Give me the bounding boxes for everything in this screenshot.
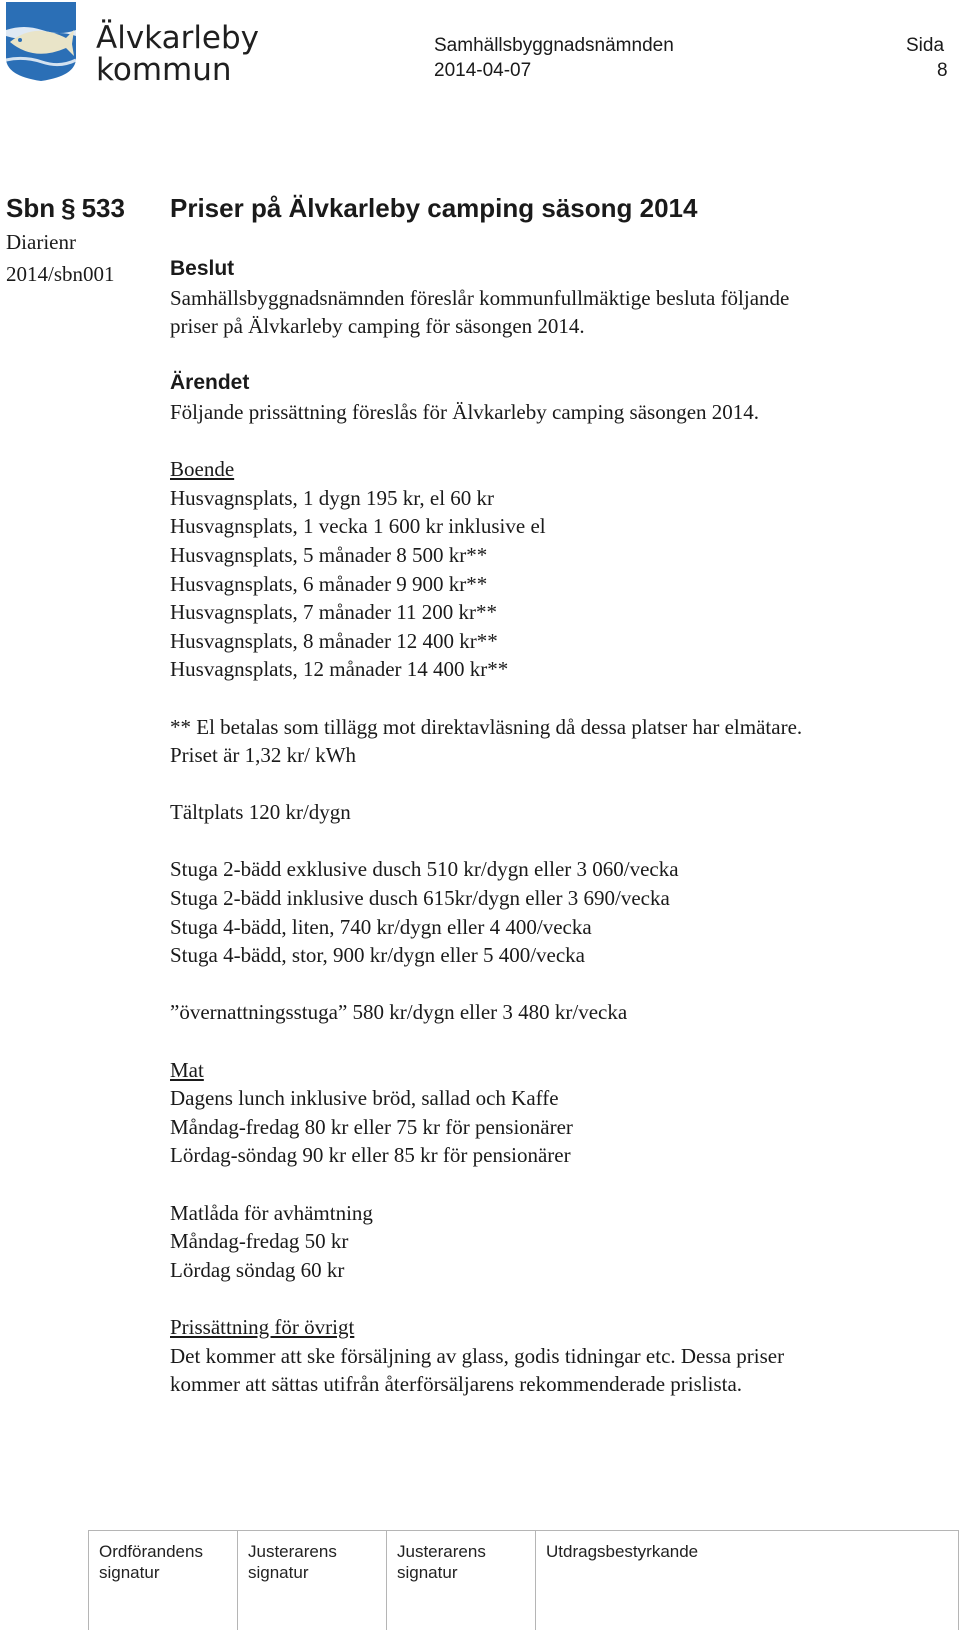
- paragraph-number: 533: [81, 193, 125, 223]
- municipality-logo: [4, 0, 78, 82]
- ovrigt-heading: Prissättning för övrigt: [170, 1314, 355, 1339]
- boende-line: Husvagnsplats, 1 vecka 1 600 kr inklusive el: [170, 514, 546, 539]
- overnight-cabin-price: ”övernattningsstuga” 580 kr/dygn eller 3 480 kr/vecka: [170, 1000, 628, 1025]
- ovrigt-line: kommer att sättas utifrån återförsäljarens rekommenderade prislista.: [170, 1372, 743, 1397]
- ovrigt-line: Det kommer att ske försäljning av glass, godis tidningar etc. Dessa priser: [170, 1343, 785, 1368]
- signature-table: [88, 1530, 959, 1630]
- signature-cell-adjuster-2: [387, 1531, 536, 1630]
- signature-cell-chair: [89, 1531, 238, 1630]
- header-date: 2014-04-07: [434, 60, 532, 81]
- paragraph-id: [6, 193, 125, 224]
- boende-line: Husvagnsplats, 7 månader 11 200 kr**: [170, 600, 497, 625]
- logo-wordmark-line2: kommun: [96, 52, 232, 88]
- header-department: Samhällsbyggnadsnämnden: [434, 35, 674, 56]
- takeaway-line: Måndag-fredag 50 kr: [170, 1229, 349, 1254]
- signature-label: Justerarens: [397, 1542, 486, 1561]
- electricity-note: ** El betalas som tillägg mot direktavläsning då dessa platser har elmätare.: [170, 714, 803, 739]
- takeaway-line: Matlåda för avhämtning: [170, 1200, 373, 1225]
- boende-line: Husvagnsplats, 8 månader 12 400 kr**: [170, 628, 498, 653]
- signature-cell-certification: [536, 1531, 959, 1630]
- takeaway-line: Lördag söndag 60 kr: [170, 1257, 345, 1282]
- diarie-label: Diarienr: [6, 230, 76, 254]
- arendet-heading: Ärendet: [170, 371, 250, 395]
- signature-label: Justerarens: [248, 1542, 337, 1561]
- beslut-line: priser på Älvkarleby camping för säsongen 2014.: [170, 314, 585, 339]
- cabin-price: Stuga 2-bädd inklusive dusch 615kr/dygn eller 3 690/vecka: [170, 886, 670, 911]
- cabin-price: Stuga 4-bädd, liten, 740 kr/dygn eller 4 400/vecka: [170, 914, 592, 939]
- logo-wordmark-line1: Älvkarleby: [96, 20, 260, 56]
- header-page-number: 8: [937, 60, 948, 81]
- paragraph-sign: §: [61, 193, 76, 223]
- cabin-price: Stuga 2-bädd exklusive dusch 510 kr/dygn eller 3 060/vecka: [170, 857, 679, 882]
- boende-line: Husvagnsplats, 12 månader 14 400 kr**: [170, 657, 509, 682]
- boende-line: Husvagnsplats, 5 månader 8 500 kr**: [170, 542, 488, 567]
- signature-label: Ordförandens: [99, 1542, 203, 1561]
- boende-line: Husvagnsplats, 6 månader 9 900 kr**: [170, 571, 488, 596]
- diarie-number: 2014/sbn001: [6, 262, 115, 286]
- cabin-price: Stuga 4-bädd, stor, 900 kr/dygn eller 5 400/vecka: [170, 943, 585, 968]
- logo-wordmark: [96, 22, 259, 86]
- mat-heading: Mat: [170, 1057, 204, 1082]
- signature-label: signatur: [248, 1563, 309, 1582]
- signature-label: signatur: [99, 1563, 160, 1582]
- beslut-line: Samhällsbyggnadsnämnden föreslår kommunfullmäktige besluta följande: [170, 285, 790, 310]
- lunch-line: Dagens lunch inklusive bröd, sallad och Kaffe: [170, 1086, 559, 1111]
- beslut-heading: Beslut: [170, 257, 235, 280]
- lunch-line: Lördag-söndag 90 kr eller 85 kr för pensionärer: [170, 1143, 571, 1168]
- arendet-line: Följande prissättning föreslås för Älvkarleby camping säsongen 2014.: [170, 399, 760, 424]
- tent-price: Tältplats 120 kr/dygn: [170, 800, 351, 825]
- boende-line: Husvagnsplats, 1 dygn 195 kr, el 60 kr: [170, 485, 495, 510]
- electricity-price: Priset är 1,32 kr/ kWh: [170, 743, 357, 768]
- document-title: Priser på Älvkarleby camping säsong 2014: [170, 193, 698, 223]
- signature-cell-adjuster-1: [238, 1531, 387, 1630]
- lunch-line: Måndag-fredag 80 kr eller 75 kr för pensionärer: [170, 1114, 573, 1139]
- header-page-label: Sida: [906, 35, 945, 56]
- paragraph-body: Sbn: [6, 193, 56, 223]
- signature-label: signatur: [397, 1563, 458, 1582]
- main-body: [170, 255, 955, 1399]
- boende-heading: Boende: [170, 457, 235, 482]
- signature-label: Utdragsbestyrkande: [546, 1542, 699, 1561]
